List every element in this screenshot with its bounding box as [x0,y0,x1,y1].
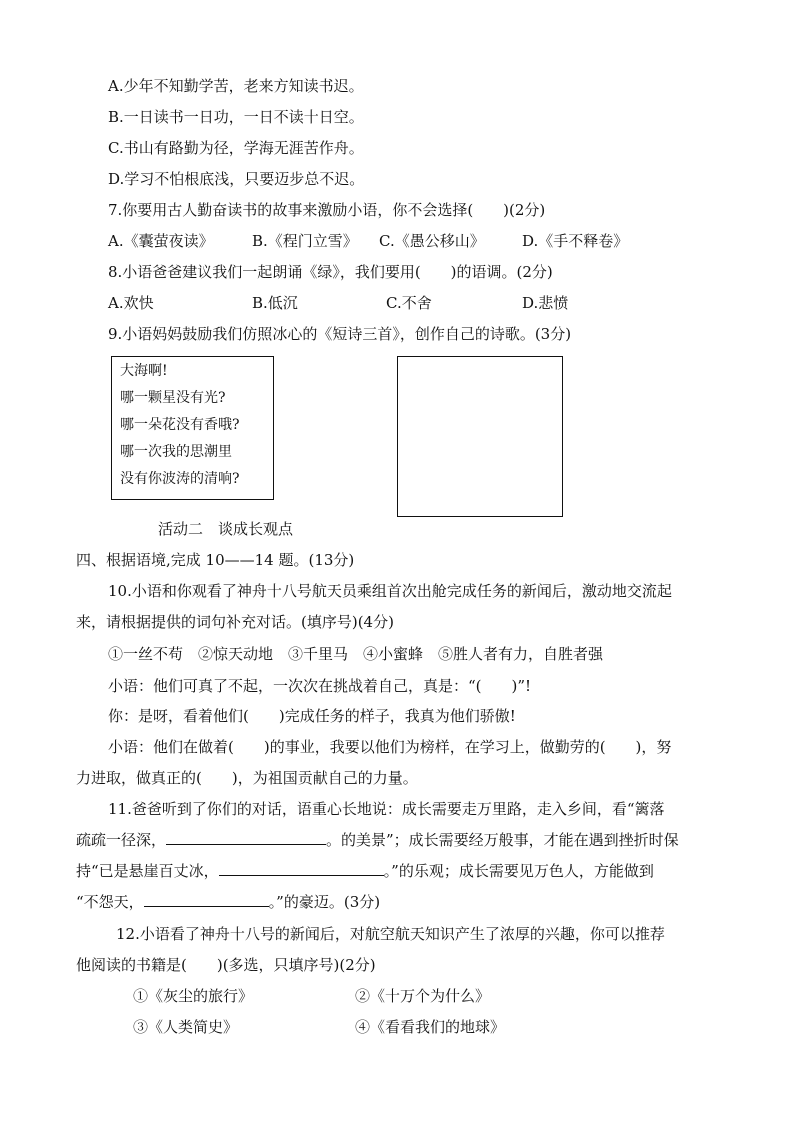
q12-stem-line1: 12.小语看了神舟十八号的新闻后，对航空航天知识产生了浓厚的兴趣，你可以推荐 [116,925,665,943]
poem-line: 没有你波涛的清响? [120,471,240,487]
q12-book-3: ③《人类简史》 [133,1018,239,1036]
q11-line1: 11.爸爸听到了你们的对话，语重心长地说：成长需要走万里路，走入乡间，看“篱落 [108,800,665,818]
q11-answer-blank-1[interactable] [166,830,326,845]
q11-line2-text-after: 。的美景”；成长需要经万般事，才能在遇到挫折时保 [326,831,679,849]
q11-line2-text-before: 疏疏一径深， [76,831,167,849]
poem-line: 哪一朵花没有香哦? [120,417,240,433]
q7-option-a: A.《囊萤夜读》 [108,232,214,250]
q6-option-a: A.少年不知勤学苦，老来方知读书迟。 [108,77,364,95]
section4-title: 四、根据语境,完成 10——14 题。(13分) [76,551,355,569]
q11-answer-blank-3[interactable] [144,892,269,907]
q7-option-b: B.《程门立雪》 [252,232,358,250]
q6-option-b: B.一日读书一日功，一日不读十日空。 [108,108,364,126]
q12-stem-line2: 他阅读的书籍是( )(多选，只填序号)(2分) [76,956,376,974]
q12-book-4: ④《看看我们的地球》 [355,1018,506,1036]
q7-option-c: C.《愚公移山》 [379,232,485,250]
q6-option-d: D.学习不怕根底浅，只要迈步总不迟。 [108,170,365,188]
q11-line4-text-after: 。”的豪迈。(3分) [268,893,381,911]
q11-line2 [76,830,679,850]
sample-poem-box [111,356,274,500]
q11-line3-text-before: 持“已是悬崖百丈冰， [76,862,219,880]
q7-option-d: D.《手不释卷》 [522,232,629,250]
q10-dialog-3-line2: 力进取，做真正的( )，为祖国贡献自己的力量。 [76,769,418,787]
activity2-title: 活动二 谈成长观点 [158,520,294,538]
poem-line: 哪一颗星没有光? [120,390,226,406]
poem-answer-box[interactable] [397,356,563,517]
q10-stem-line2: 来，请根据提供的词句补充对话。(填序号)(4分) [76,613,394,631]
q11-line3-text-after: 。”的乐观；成长需要见万色人，方能做到 [383,862,654,880]
q10-choices: ①一丝不苟 ②惊天动地 ③千里马 ④小蜜蜂 ⑤胜人者有力，自胜者强 [108,645,604,663]
q11-answer-blank-2[interactable] [219,861,384,876]
q11-line4-text-before: “不怨天， [76,893,144,911]
q10-dialog-3-line1: 小语：他们在做着( )的事业，我要以他们为榜样，在学习上，做勤劳的( )，努 [108,738,672,756]
q7-stem: 7.你要用古人勤奋读书的故事来激励小语，你不会选择( )(2分) [108,201,546,219]
q9-stem: 9.小语妈妈鼓励我们仿照冰心的《短诗三首》，创作自己的诗歌。(3分) [108,325,572,343]
q8-stem: 8.小语爸爸建议我们一起朗诵《绿》，我们要用( )的语调。(2分) [108,263,553,281]
q6-option-c: C.书山有路勤为径，学海无涯苦作舟。 [108,139,364,157]
q8-option-c: C.不舍 [386,294,432,312]
q8-option-b: B.低沉 [252,294,298,312]
q10-stem-line1: 10.小语和你观看了神舟十八号航天员乘组首次出舱完成任务的新闻后，激动地交流起 [108,582,672,600]
q11-line3 [76,861,654,881]
q8-option-a: A.欢快 [108,294,154,312]
q10-dialog-2: 你：是呀，看着他们( )完成任务的样子，我真为他们骄傲! [108,707,516,725]
q12-book-1: ①《灰尘的旅行》 [133,987,254,1005]
poem-line: 大海啊! [120,363,168,379]
q11-line4 [76,892,380,912]
q12-book-2: ②《十万个为什么》 [355,987,491,1005]
poem-line: 哪一次我的思潮里 [120,444,232,460]
q10-dialog-1: 小语：他们可真了不起，一次次在挑战着自己，真是：“( )”! [108,677,532,695]
q8-option-d: D.悲愤 [522,294,569,312]
